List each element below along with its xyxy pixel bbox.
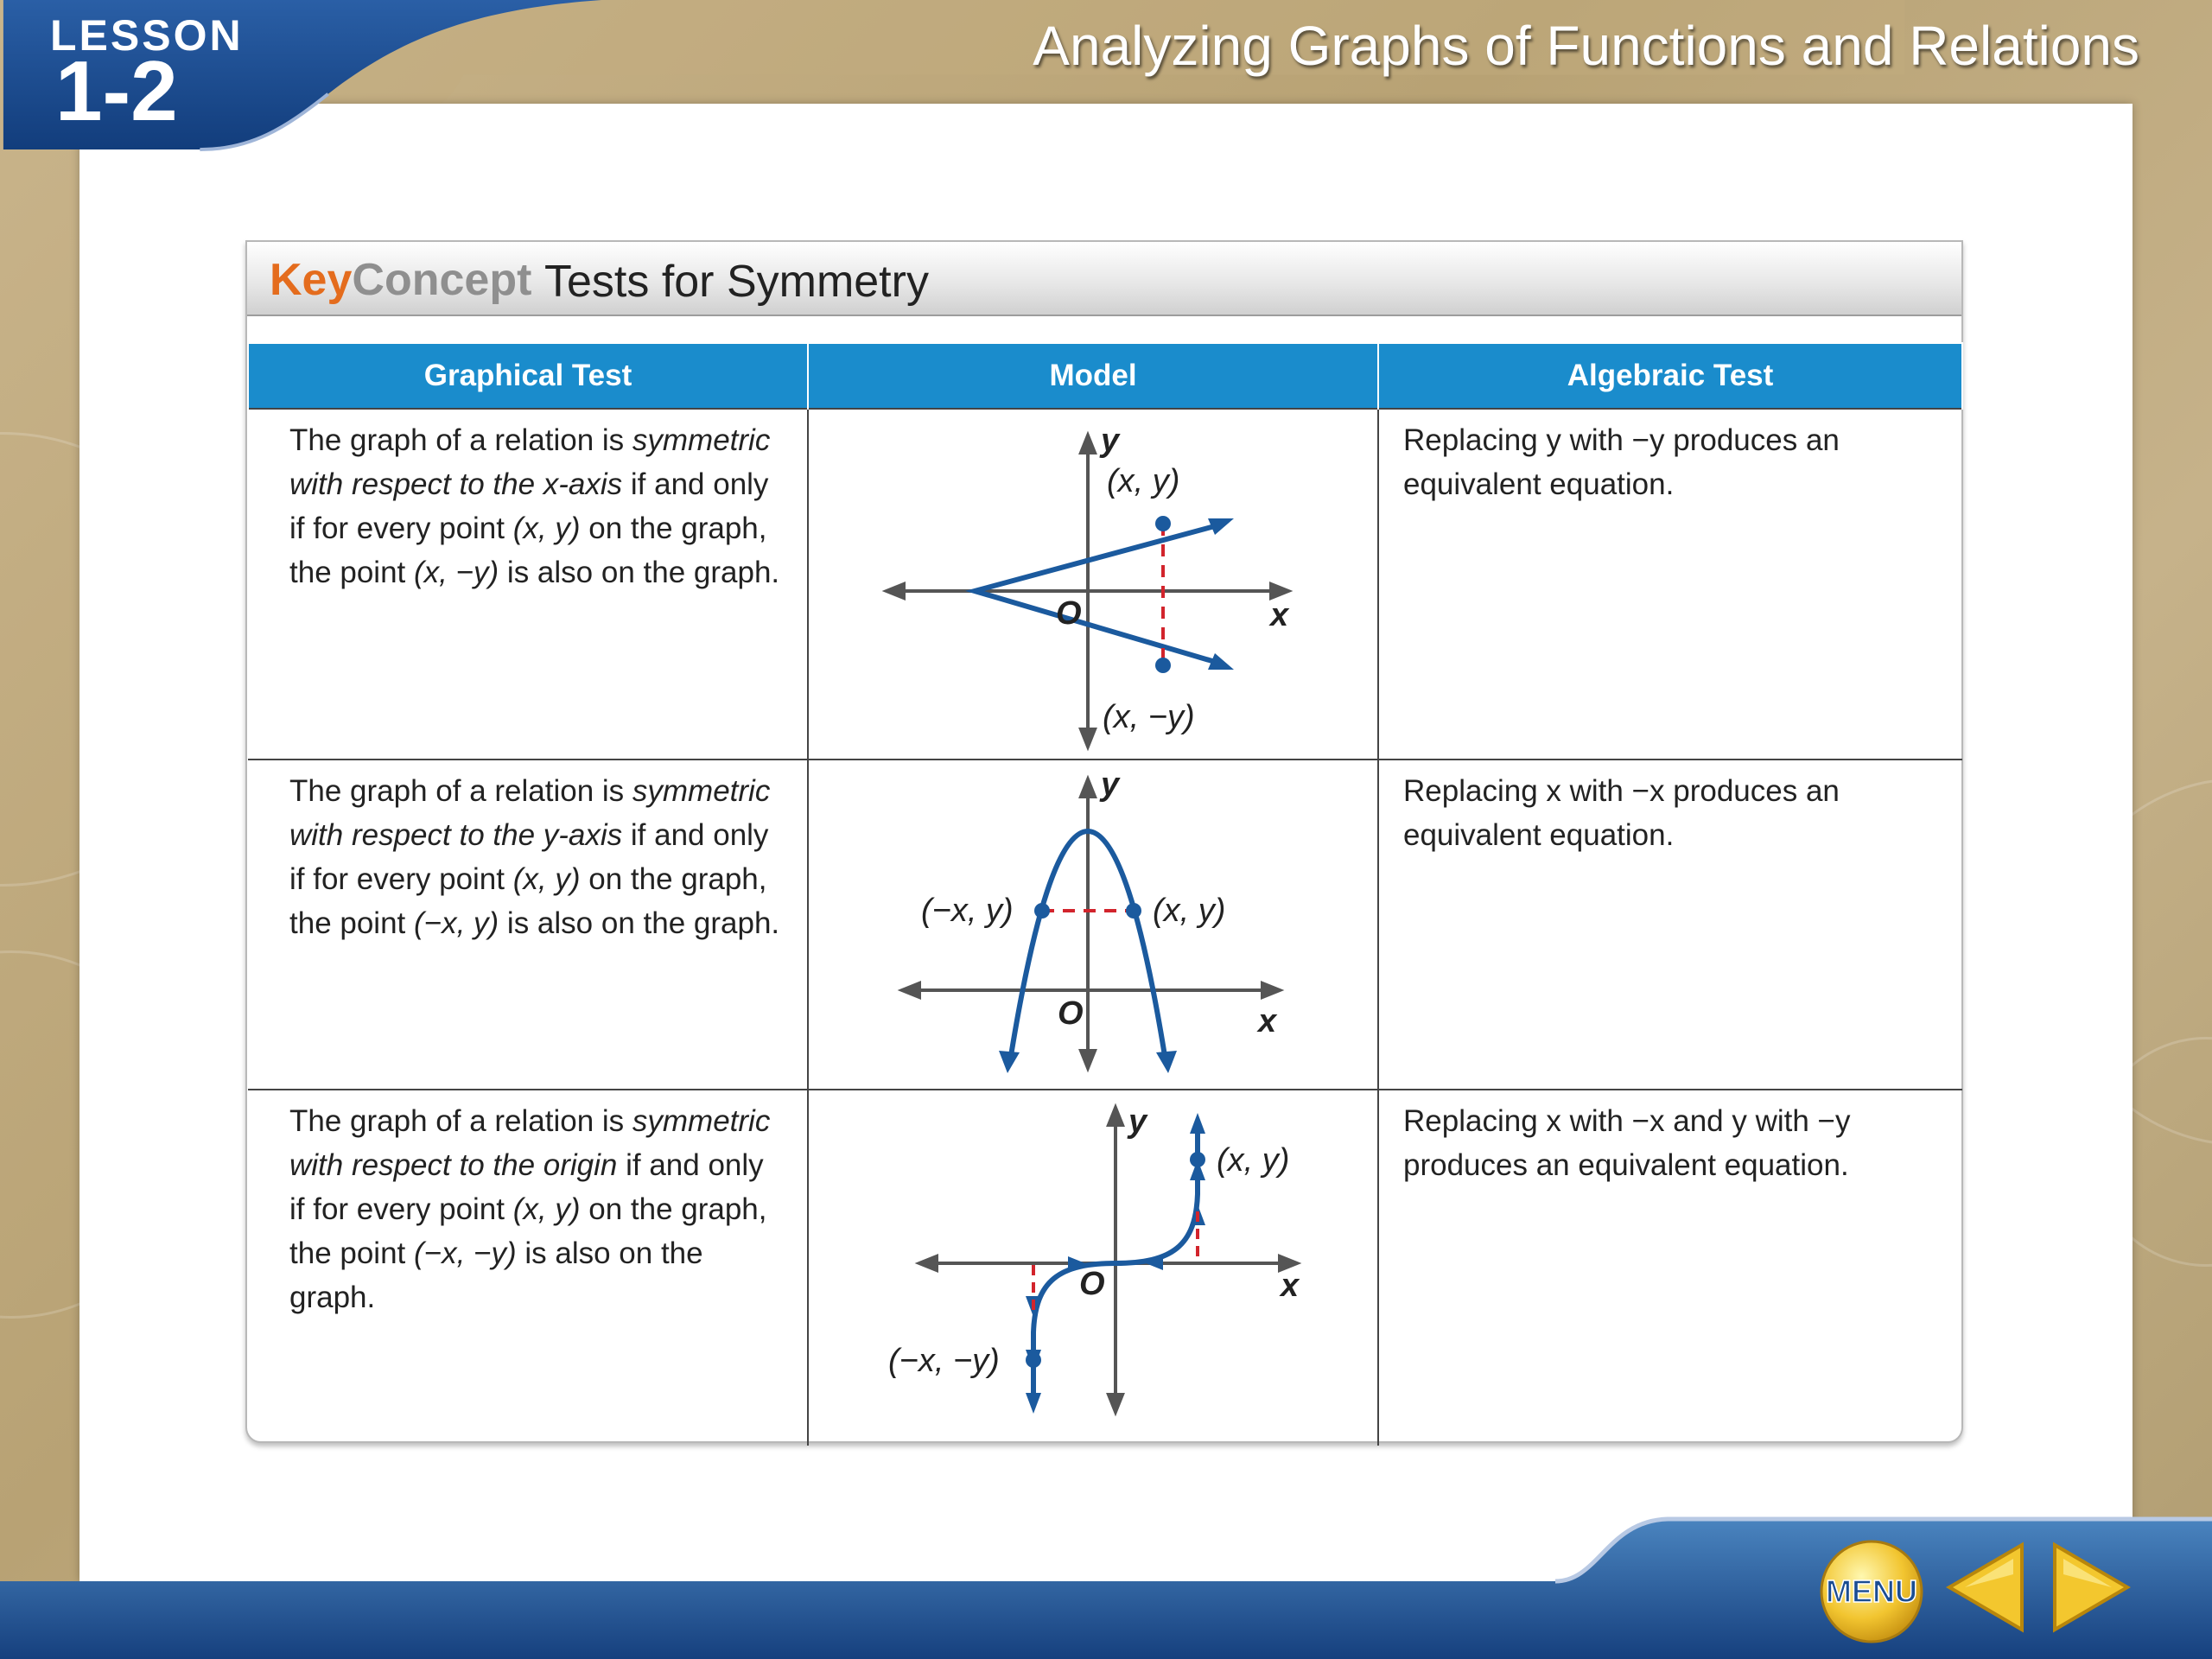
graphical-test-text: The graph of a relation is symmetric with respect to the x-axis if and only if for every point (x, y) on the graph, the point (x, −y) is also on the graph. (248, 409, 808, 760)
previous-arrow-button[interactable] (1944, 1540, 2027, 1635)
column-header-model: Model (808, 343, 1378, 409)
origin-label: O (1058, 995, 1084, 1032)
symmetry-table (247, 342, 1963, 1446)
table-row (248, 1090, 1962, 1446)
algebraic-test-text: Replacing y with −y produces an equivalent equation. (1378, 409, 1962, 760)
model-label-neg-x-neg-y: (−x, −y) (888, 1343, 1000, 1379)
x-axis-label: x (1281, 1268, 1300, 1304)
x-axis-label: x (1270, 597, 1289, 633)
key-concept-title: Tests for Symmetry (544, 257, 929, 307)
graphical-test-text: The graph of a relation is symmetric with respect to the origin if and only if for every point (x, y) on the graph, the point (−x, −y) is also on the graph. (248, 1090, 808, 1446)
model-label-neg-x-y: (−x, y) (921, 893, 1014, 929)
next-arrow-button[interactable] (2050, 1540, 2133, 1635)
key-concept-card (245, 240, 1963, 1443)
model-label-x-y: (x, y) (1217, 1142, 1290, 1179)
column-header-graphical: Graphical Test (248, 343, 808, 409)
graphical-test-text: The graph of a relation is symmetric with respect to the y-axis if and only if for every point (x, y) on the graph, the point (−x, y) is also on the graph. (248, 760, 808, 1090)
origin-label: O (1056, 595, 1082, 632)
algebraic-test-text: Replacing x with −x produces an equivalent equation. (1378, 760, 1962, 1090)
y-axis-label: y (1101, 766, 1120, 803)
model-label-x-y: (x, y) (1107, 463, 1180, 499)
model-label-x-neg-y: (x, −y) (1103, 699, 1195, 735)
model-origin-symmetry (808, 1090, 1378, 1446)
y-axis-label: y (1101, 423, 1120, 459)
origin-label: O (1079, 1266, 1105, 1302)
key-concept-logo: KeyConcept (270, 255, 532, 305)
y-axis-label: y (1128, 1103, 1147, 1140)
page-title: Analyzing Graphs of Functions and Relations (1033, 15, 2139, 77)
x-axis-label: x (1258, 1003, 1277, 1039)
key-concept-header (247, 242, 1961, 316)
table-row (248, 409, 1962, 760)
menu-label: MENU (1826, 1573, 1917, 1609)
table-row (248, 760, 1962, 1090)
lesson-number: 1-2 (55, 43, 178, 138)
model-label-x-y: (x, y) (1153, 893, 1226, 929)
menu-button[interactable] (1818, 1538, 1925, 1645)
model-y-axis-symmetry (808, 760, 1378, 1090)
algebraic-test-text: Replacing x with −x and y with −y produces an equivalent equation. (1378, 1090, 1962, 1446)
column-header-algebraic: Algebraic Test (1378, 343, 1962, 409)
lesson-label: LESSON (50, 11, 244, 60)
model-x-axis-symmetry (808, 409, 1378, 760)
